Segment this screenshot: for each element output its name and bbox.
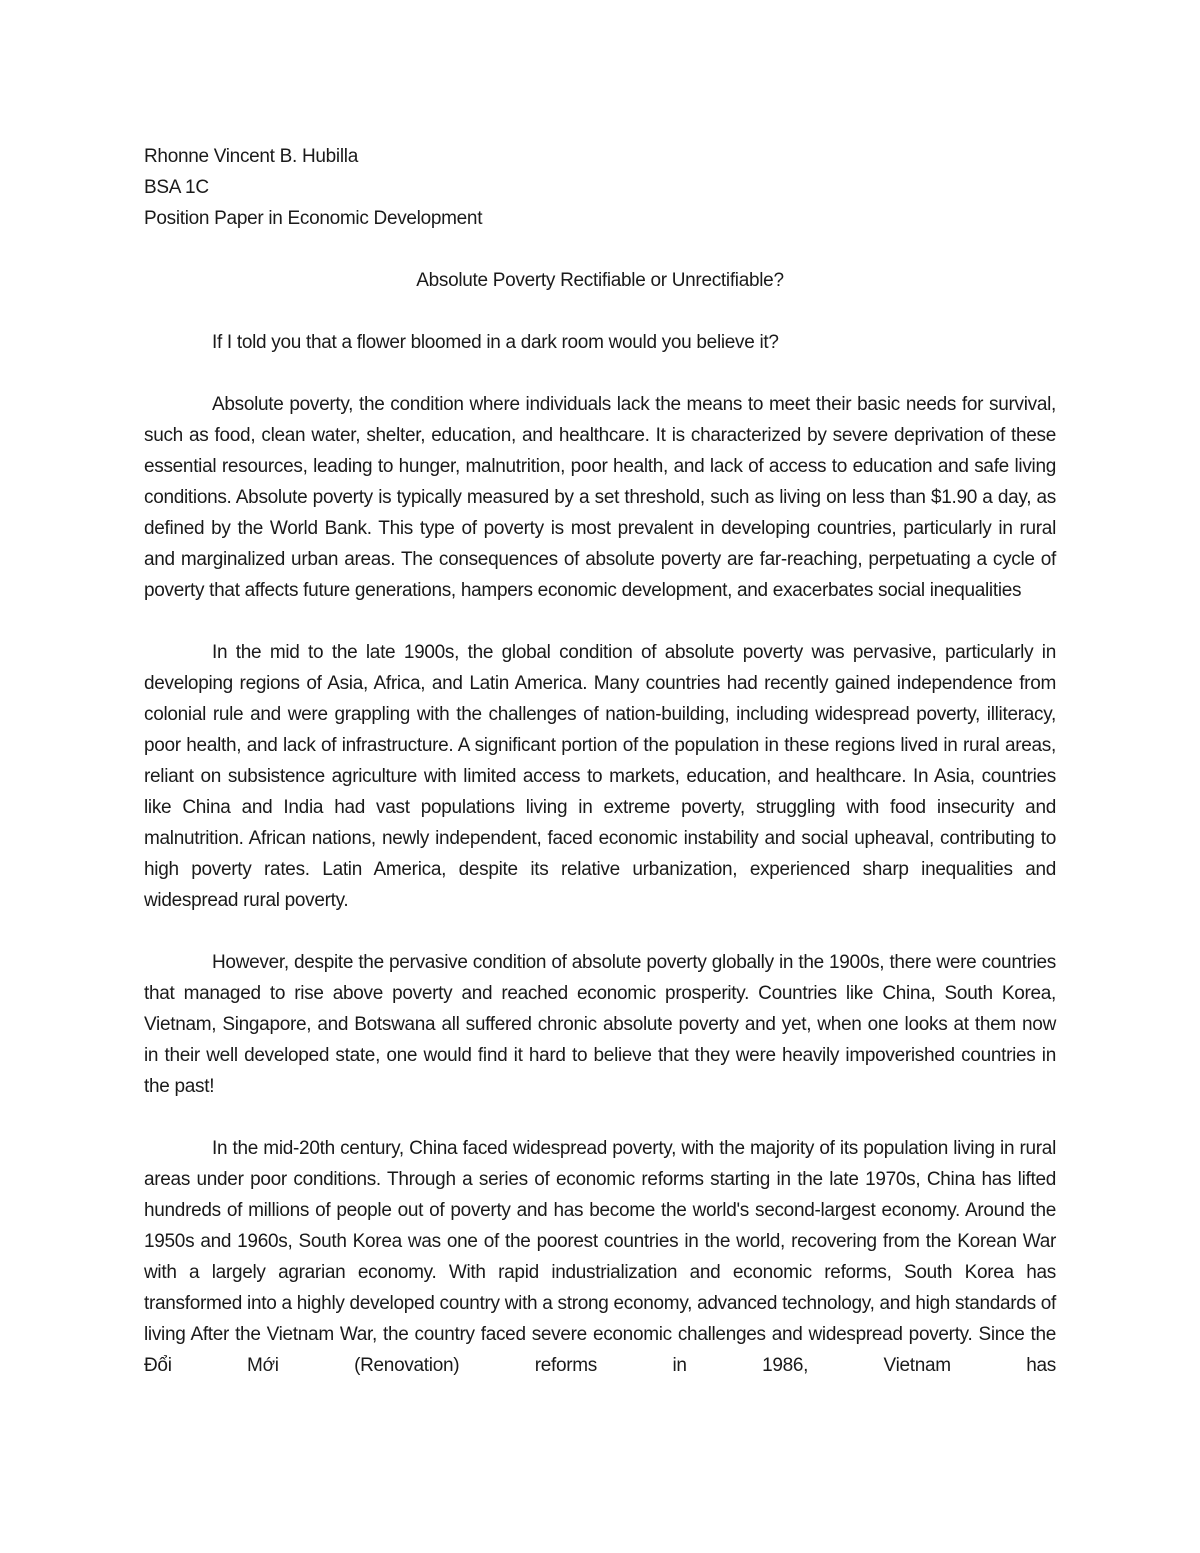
paper-title: Absolute Poverty Rectifiable or Unrectifiable? [416,270,784,291]
paragraph-country-examples: In the mid-20th century, China faced widespread poverty, with the majority of its population living in rural areas under poor conditions. Through a series of economic reforms starting in the late 1970s, China has lifted hundreds of millions of people out of poverty and has become the world's second-largest economy. Around the 1950s and 1960s, South Korea was one of the poorest countries in the world, recovering from the Korean War with a largely agrarian economy. With rapid industrialization and economic reforms, South Korea has transformed into a highly developed country with a strong economy, advanced technology, and high standards of living After the Vietnam War, the country faced severe economic challenges and widespread poverty. Since the Đổi Mới (Renovation) reforms in 1986, Vietnam has [144,1138,1056,1376]
paragraph-exceptions: However, despite the pervasive condition of absolute poverty globally in the 1900s, there were countries that managed to rise above poverty and reached economic prosperity. Countries like China, South Korea, Vietnam, Singapore, and Botswana all suffered chronic absolute poverty and yet, when one looks at them now in their well developed state, one would find it hard to believe that they were heavily impoverished countries in the past! [144,952,1056,1097]
paragraph-definition: Absolute poverty, the condition where individuals lack the means to meet their basic needs for survival, such as food, clean water, shelter, education, and healthcare. It is characterized by severe deprivation of these essential resources, leading to hunger, malnutrition, poor health, and lack of access to education and safe living conditions. Absolute poverty is typically measured by a set threshold, such as living on less than $1.90 a day, as defined by the World Bank. This type of poverty is most prevalent in developing countries, particularly in rural and marginalized urban areas. The consequences of absolute poverty are far-reaching, perpetuating a cycle of poverty that affects future generations, hampers economic development, and exacerbates social inequalities [144,394,1056,601]
section-label: BSA 1C [144,177,209,198]
author-name: Rhonne Vincent B. Hubilla [144,146,358,167]
paragraph-history: In the mid to the late 1900s, the global condition of absolute poverty was pervasive, particularly in developing regions of Asia, Africa, and Latin America. Many countries had recently gained independence from colonial rule and were grappling with the challenges of nation-building, including widespread poverty, illiteracy, poor health, and lack of infrastructure. A significant portion of the population in these regions lived in rural areas, reliant on subsistence agriculture with limited access to markets, education, and healthcare. In Asia, countries like China and India had vast populations living in extreme poverty, struggling with food insecurity and malnutrition. African nations, newly independent, faced economic instability and social upheaval, contributing to high poverty rates. Latin America, despite its relative urbanization, experienced sharp inequalities and widespread rural poverty. [144,642,1056,911]
opening-question: If I told you that a flower bloomed in a dark room would you believe it? [212,332,779,353]
course-title: Position Paper in Economic Development [144,208,483,229]
document-body [144,141,1056,1381]
